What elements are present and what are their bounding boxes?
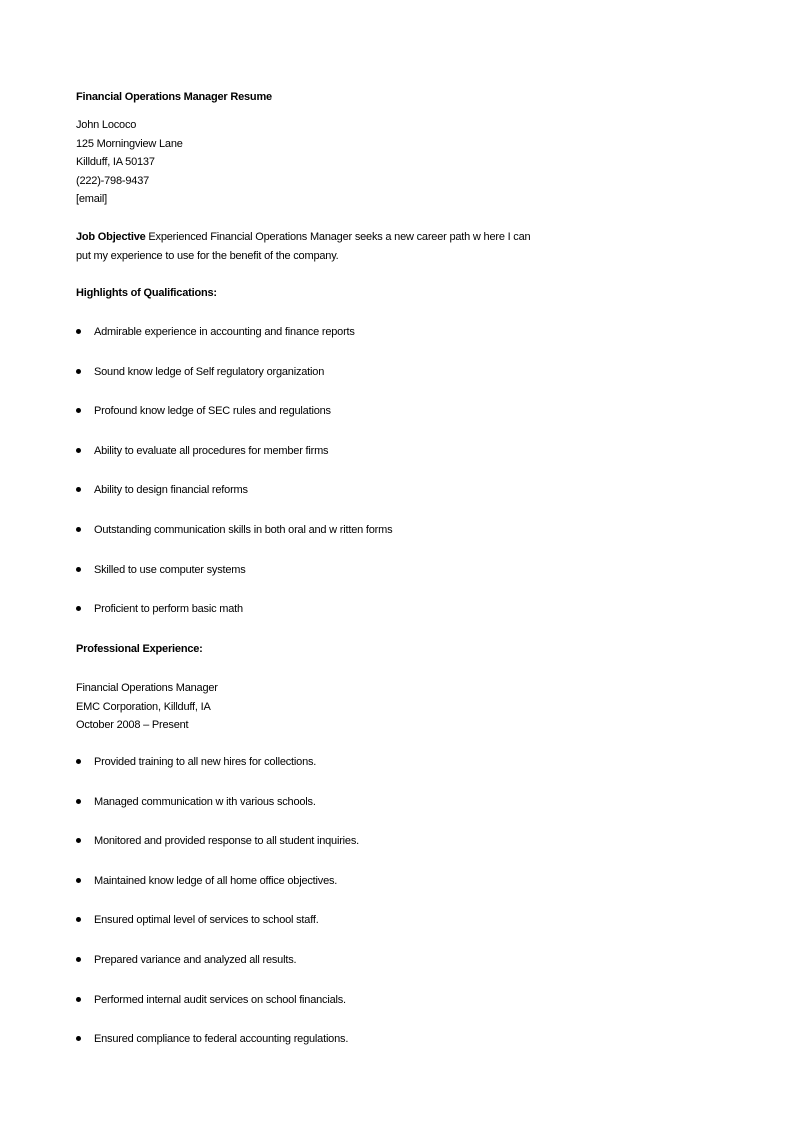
bullet-icon: [76, 957, 81, 962]
objective-text: Experienced Financial Operations Manager seeks a new career path w here I can put my experience to use for the benefit of the company.: [76, 231, 531, 262]
job-details: [76, 679, 218, 735]
job-company: EMC Corporation, Killduff, IA: [76, 700, 211, 713]
contact-name: John Lococo: [76, 119, 137, 131]
bullet-icon: [76, 567, 81, 572]
contact-city: Killduff, IA 50137: [76, 156, 155, 168]
duty-text: Ensured compliance to federal accounting regulations.: [94, 1033, 349, 1046]
qualification-text: Profound know ledge of SEC rules and regulations: [94, 405, 331, 418]
bullet-icon: [76, 369, 81, 374]
bullet-icon: [76, 759, 81, 764]
bullet-icon: [76, 527, 81, 532]
qualification-text: Ability to evaluate all procedures for member firms: [94, 444, 329, 457]
contact-email: [email]: [76, 193, 107, 205]
duty-text: Maintained know ledge of all home office objectives.: [94, 874, 338, 887]
bullet-icon: [76, 606, 81, 611]
document-title: Financial Operations Manager Resume: [76, 91, 272, 103]
bullet-icon: [76, 838, 81, 843]
contact-block: [76, 116, 183, 209]
bullet-icon: [76, 799, 81, 804]
job-objective: [76, 228, 546, 265]
qualification-text: Outstanding communication skills in both oral and w ritten forms: [94, 523, 393, 536]
qualification-text: Proficient to perform basic math: [94, 603, 243, 616]
bullet-icon: [76, 487, 81, 492]
bullet-icon: [76, 997, 81, 1002]
duty-text: Provided training to all new hires for collections.: [94, 756, 317, 768]
qualification-text: Sound know ledge of Self regulatory organization: [94, 365, 325, 378]
bullet-icon: [76, 448, 81, 453]
qualification-text: Admirable experience in accounting and finance reports: [94, 326, 355, 338]
objective-label: Job Objective: [76, 231, 146, 243]
duty-text: Prepared variance and analyzed all results.: [94, 953, 297, 966]
bullet-icon: [76, 917, 81, 922]
job-dates: October 2008 – Present: [76, 719, 189, 731]
duty-text: Managed communication w ith various schools.: [94, 795, 316, 808]
contact-street: 125 Morningview Lane: [76, 137, 183, 150]
bullet-icon: [76, 408, 81, 413]
duty-text: Performed internal audit services on school financials.: [94, 993, 346, 1006]
bullet-icon: [76, 878, 81, 883]
contact-phone: (222)-798-9437: [76, 174, 150, 187]
qualification-text: Ability to design financial reforms: [94, 484, 248, 497]
bullet-icon: [76, 329, 81, 334]
job-title: Financial Operations Manager: [76, 682, 218, 694]
duty-text: Ensured optimal level of services to school staff.: [94, 914, 319, 927]
duty-text: Monitored and provided response to all student inquiries.: [94, 835, 359, 848]
experience-heading: Professional Experience:: [76, 643, 203, 655]
qualifications-heading: Highlights of Qualifications:: [76, 287, 217, 299]
qualification-text: Skilled to use computer systems: [94, 563, 246, 576]
bullet-icon: [76, 1036, 81, 1041]
